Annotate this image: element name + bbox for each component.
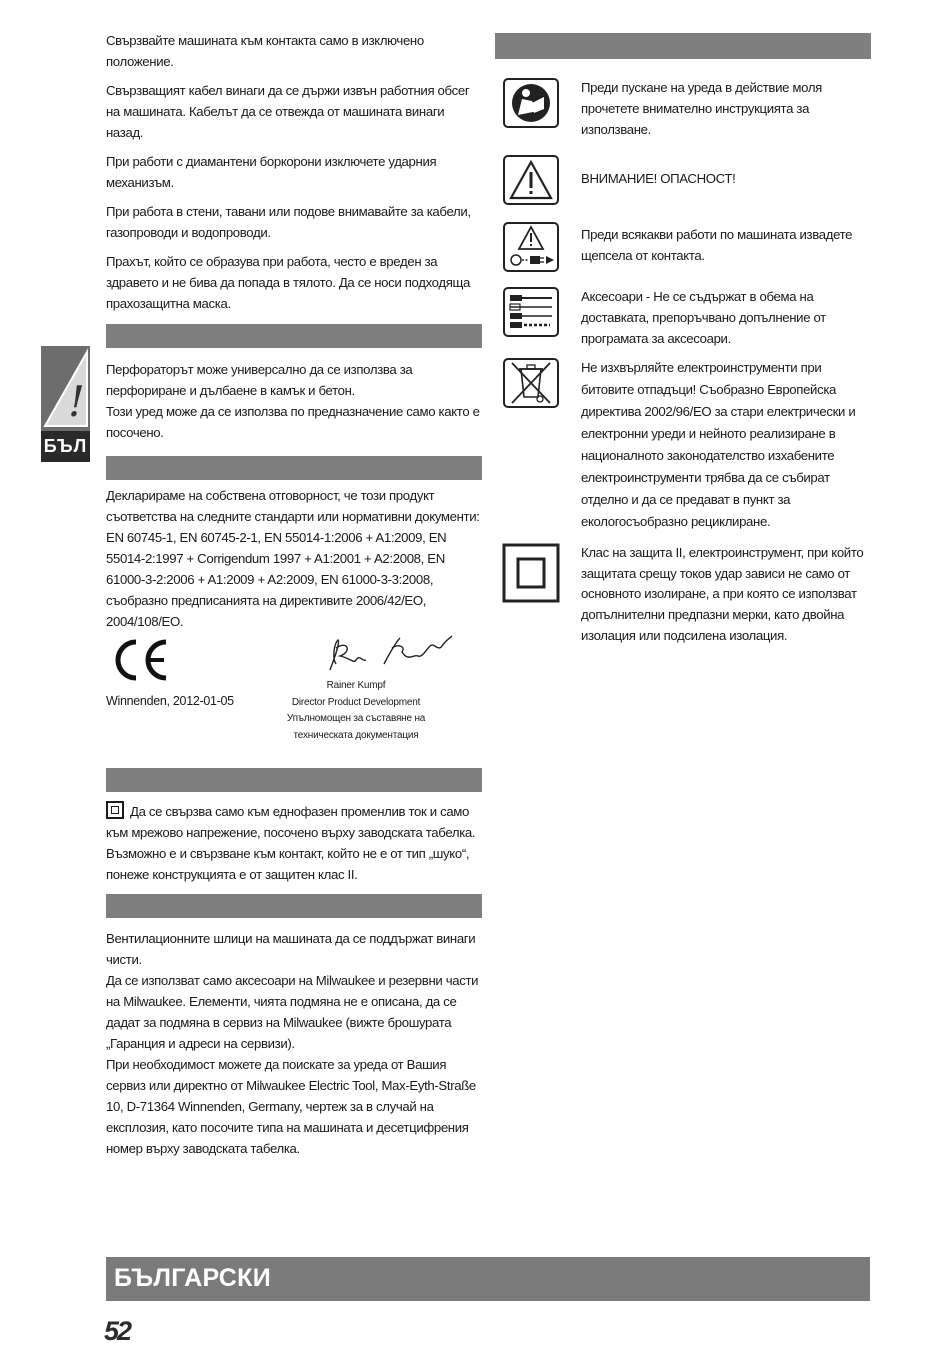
signer-name: Rainer Kumpf [326, 680, 386, 691]
mains-connection-text: Да се свързва само към еднофазен променлив ток и само към мрежово напрежение, посочено върху заводската табелка. Възможно е и свързване към контакт, който не е от тип „шуко“, понеже конструкцията е от защитен клас II. [106, 804, 476, 882]
symbol-description: Преди пускане на уреда в действие моля прочетете внимателно инструкцията за използване. [581, 80, 822, 137]
unplug-icon [502, 221, 560, 271]
symbol-row [495, 77, 871, 140]
maintenance-paragraph: Да се използват само аксесоари на Milwaukee и резервни части на Milwaukee. Елементи, чията подмяна не е описана, да се дадат за подмяна в сервиз на Milwaukee (вижте брошурата „Гаранция и адреси на сервизи). [106, 973, 479, 1051]
usage-paragraph: Перфораторът може универсално да се използва за перфориране и дълбаене в камък и бетон. [106, 362, 413, 398]
signature-block [106, 636, 482, 756]
warning-tab-icon [41, 346, 90, 431]
section-header-bar [106, 768, 482, 792]
maintenance-paragraph: При необходимост можете да поискате за уреда от Вашия сервиз или директно от Milwaukee Electric Tool, Max-Eyth-Straße 10, D-71364 Winnenden, Germany, чертеж за в случай на експлозия, като посочите типа на машината и десетцифрения номер върху заводската табелка. [106, 1057, 476, 1156]
symbol-description: Клас на защита II, електроинструмент, при който защитата срещу токов удар зависи не само от основното изолиране, а при която се използват допълнителни предпазни мерки, като двойна изолация или подсилена изолация. [581, 545, 864, 643]
symbol-row [495, 543, 871, 647]
mains-connection-paragraph [106, 801, 482, 885]
right-column [495, 33, 871, 657]
safety-paragraph: Прахът, който се образува при работа, често е вреден за здравето и не бива да попада в тялото. Да се носи подходяща прахозащитна маска. [106, 254, 470, 311]
signer-info [256, 678, 456, 744]
safety-paragraph: Свързващият кабел винаги да се държи извън работния обсег на машината. Кабелът да се отвежда от машината винаги назад. [106, 83, 470, 140]
safety-paragraph: При работи с диамантени боркорони изключете ударния механизъм. [106, 154, 437, 190]
safety-paragraph: Свързвайте машината към контакта само в изключено положение. [106, 33, 424, 69]
language-title: БЪЛГАРСКИ [114, 1264, 271, 1292]
section-header-bar [106, 894, 482, 918]
symbol-description: Аксесоари - Не се съдържат в обема на доставката, препоръчвано допълнение от програмата за аксесоари. [581, 289, 826, 346]
language-side-tab [41, 346, 90, 462]
protection-class-ii-icon [502, 543, 560, 603]
symbol-row [495, 357, 871, 533]
warning-icon [502, 154, 560, 204]
section-header-bar [106, 456, 482, 480]
section-header-bar [106, 324, 482, 348]
page-number: 52 [104, 1316, 131, 1346]
conformity-declaration: Декларираме на собствена отговорност, че този продукт съответства на следните стандарти или нормативни документи: EN 60745-1, EN 60745-2-1, EN 55014-1:2006 + A1:2009, EN 55014-2:1997 + Corrigendum 1997 + A1:2001 + A2:2008, EN 61000-3-2:2006 + A1:2009 + A2:2009, EN 61000-3-3:2008, съобразно предписанията на директивите 2006/42/EO, 2004/108/EO. [106, 488, 480, 629]
ce-mark-icon [108, 636, 172, 689]
protection-class-ii-icon [106, 801, 124, 819]
section-header-bar [495, 33, 871, 59]
read-manual-icon [502, 77, 560, 127]
safety-paragraph: При работа в стени, тавани или подове внимавайте за кабели, газопроводи и водопроводи. [106, 204, 471, 240]
symbol-row [495, 221, 871, 271]
symbol-description: ВНИМАНИЕ! ОПАСНОСТ! [581, 171, 736, 186]
symbol-description: Не изхвърляйте електроинструменти при битовите отпадъци! Съобразно Европейска директива 2002/96/ЕО за стари електрически и електронни уреди и нейното реализиране в националното законодателство изхабените електроинструменти трябва да се събират отделно и да се предават в пункт за екологосъобразно рециклиране. [581, 360, 856, 529]
signer-authority: Упълномощен за съставяне на техническата документация [286, 713, 426, 741]
declaration-date: Winnenden, 2012-01-05 [106, 694, 234, 708]
maintenance-paragraph: Вентилационните шлици на машината да се поддържат винаги чисти. [106, 931, 476, 967]
usage-paragraph: Този уред може да се използва по предназначение само както е посочено. [106, 404, 480, 440]
accessories-icon [502, 286, 560, 336]
language-code: БЪЛ [41, 431, 90, 462]
symbol-row [495, 286, 871, 349]
crossed-bin-icon [502, 357, 560, 407]
symbol-row [495, 154, 871, 204]
symbol-description: Преди всякакви работи по машината извадете щепсела от контакта. [581, 227, 853, 263]
signer-title: Director Product Development [291, 696, 421, 708]
handwritten-signature [326, 634, 456, 681]
left-column [106, 30, 482, 1159]
svg-text:!: ! [68, 377, 85, 426]
language-footer-bar [106, 1257, 870, 1301]
